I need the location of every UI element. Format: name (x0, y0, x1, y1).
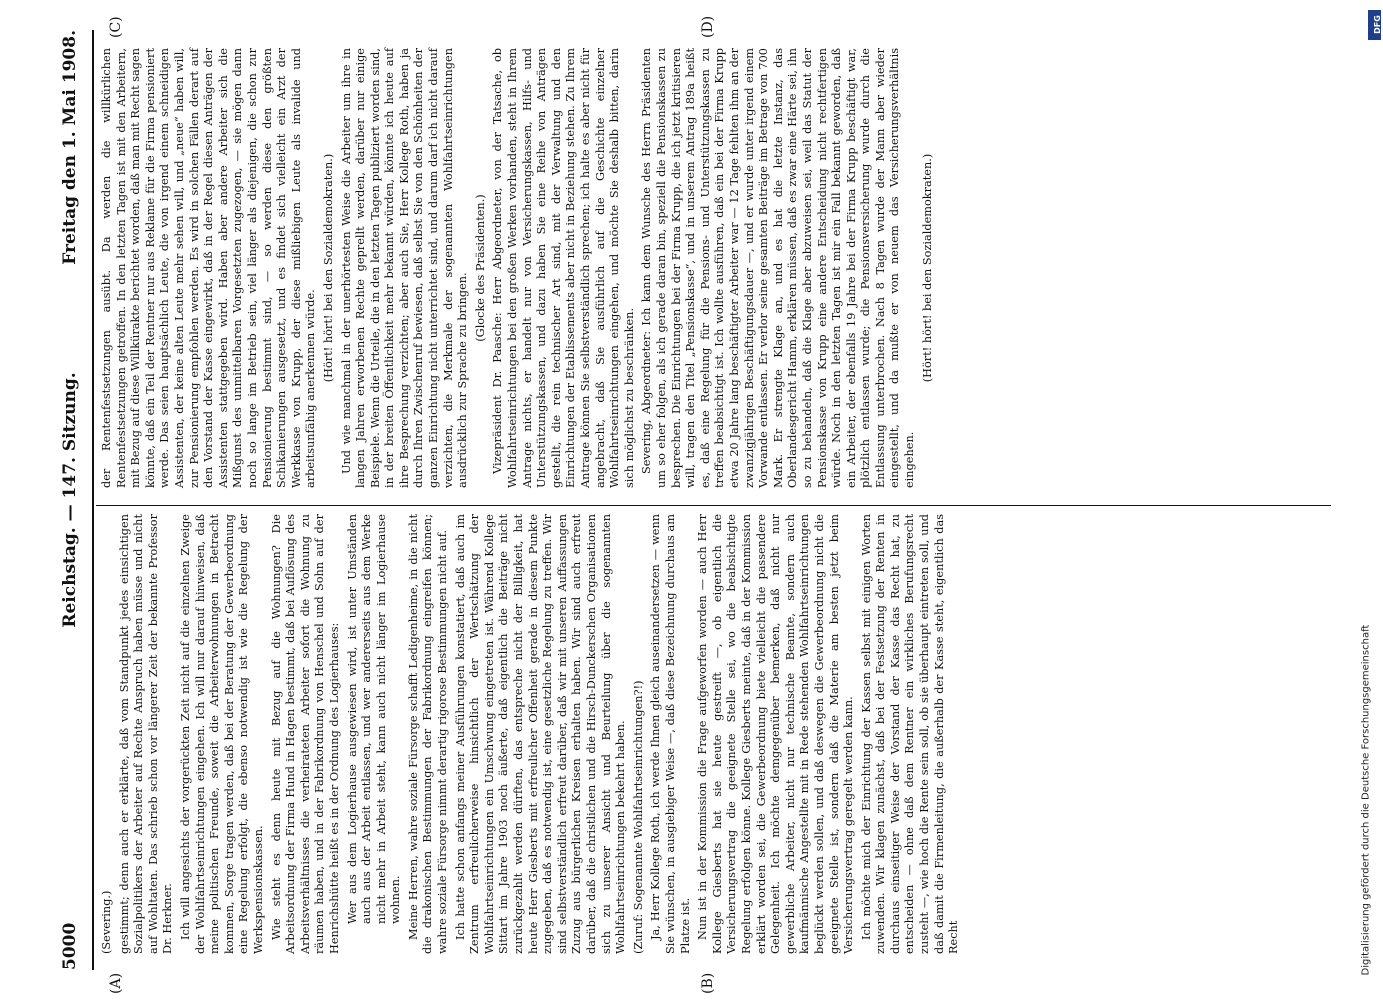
dfg-logo-text: DFG (1372, 15, 1382, 34)
paragraph: der Rentenfestsetzungen ausübt. Da werden die willkürlichen Rentenfestsetzungen getroffen. In den letzten Tagen ist mit den Arbeitern, mit Bezug auf diese Willkürakte berichtet worden, daß man mit Recht sagen könnte, daß ein Teil der Rentner nur aus Reklame für die Firma pensioniert werde. Das seien hauptsächlich Leute, die von irgend einem schneidigen Assistenten, der keine alten Leute mehr sehen will, und „neue“ haben will, zur Pensionierung empfohlen werden. Es wird in solchen Fällen derart auf den Vorstand der Kasse eingewirkt, daß in der Regel diesen Anträgen der Assistenten stattgegeben wird. Haben aber andere Arbeiter sich die Mißgunst des unmittelbaren Vorgesetzten zugezogen, — sie mögen dann noch so lange im Betrieb sein, viel länger als diejenigen, die schon zur Pensionierung bestimmt sind, — so werden diese den größten Schikanierungen ausgesetzt, und es findet sich vielleicht ein Arzt der Werkkasse von Krupp, der diese mißliebigen Leute als invalide und arbeitsunfähig anerkennen würde. (100, 48, 318, 488)
session-title: Reichstag. — 147. Sitzung. (60, 372, 80, 628)
paragraph: Vizepräsident Dr. Paasche: Herr Abgeordneter, von der Tatsache, ob Wohlfahrtseinrichtungen bei den großen Werken vorhanden, steht in Ihrem Antrage nichts, er handelt nur von Versicherungskassen, Hilfs- und Unterstützungskassen, und dazu haben Sie eine Reihe von Anträgen gestellt, die rein technischer Art sind, mit der Verwaltung und den Einrichtungen der Etablissements aber nicht in Beziehung stehen. Zu Ihrem Antrage können Sie selbstverständlich sprechen; ich halte es aber nicht für angebracht, daß Sie ausführlich auf die Geschichte einzelner Wohlfahrtseinrichtungen eingehen, und möchte Sie deshalb bitten, darin sich möglichst zu beschränken. (491, 48, 636, 488)
margin-mark-a: (A) (108, 972, 124, 994)
paragraph: (Hört! hört! bei den Sozialdemokraten.) (920, 153, 934, 383)
paragraph: Wie steht es denn heute mit Bezug auf die Wohnungen? Die Arbeitsordnung der Firma Hund in Hagen bestimmt, daß bei Auflösung des Arbeitsverhältnisses die verheirateten Arbeiter sofort die Wohnung zu räumen haben, und in der Fabrikordnung von Henschel und Sohn auf der Henrichshütte heißt es in der Ordnung des Logierhauses: (269, 514, 341, 954)
paragraph: gestimmt; denn auch er erklärte, daß vom Standpunkt jedes einsichtigen Sozialpolitikers der Arbeiter auf Rechte Anspruch haben müsse und nicht auf Wohltaten. Das schrieb schon vor längerer Zeit der bekannte Professor Dr. Herkner. (117, 514, 175, 954)
column-separator (96, 505, 1331, 506)
page-header (60, 30, 88, 970)
dfg-logo (1368, 10, 1381, 40)
paragraph: Meine Herren, wahre soziale Fürsorge schafft Ledigenheime, in die nicht die drakonischen Bestimmungen der Fabrikordnung eingreifen können; wahre soziale Fürsorge nimmt derartig rigorose Bestimmungen nicht auf. (406, 514, 450, 954)
margin-mark-d: (D) (700, 15, 716, 38)
session-date: Freitag den 1. Mai 1908. (60, 30, 80, 265)
paragraph: (Zuruf: Sogenannte Wohlfahrtseinrichtungen?!) (631, 680, 645, 954)
digitization-strip (1360, 0, 1383, 1000)
paragraph: Ja, Herr Kollege Roth, ich werde Ihnen gleich auseinandersetzen — wenn Sie wünschen, in ausgiebiger Weise —, daß diese Bezeichnung durchaus am Platze ist. (649, 514, 692, 954)
paragraph: Ich will angesichts der vorgerückten Zeit nicht auf die einzelnen Zweige der Wohlfahrtseinrichtungen eingehen. Ich will nur darauf hinweisen, daß meine politischen Freunde, soweit die Arbeiterwohnungen in Betracht kommen, Sorge tragen werden, daß bei der Beratung der Gewerbeordnung eine Regelung erfolgt, die ebenso notwendig ist wie die Regelung der Werkspensionskassen. (178, 514, 265, 954)
paragraph: Severing, Abgeordneter: Ich kann dem Wunsche des Herrn Präsidenten um so eher folgen, als ich gerade daran bin, speziell die Pensionskassen zu besprechen. Die Einrichtungen bei der Firma Krupp, die ich jetzt kritisieren will, tragen den Titel „Pensionskasse“, und in unserem Antrag 189a heißt es, daß eine Regelung für die Pensions- und Unterstützungskassen zu treffen beabsichtigt ist. Ich wollte ausführen, daß ein bei der Firma Krupp etwa 20 Jahre lang beschäftigter Arbeiter war — 12 Tage fehlten ihm an der zwanzigjährigen Beschäftigungsdauer —, und er wurde unter irgend einem Vorwande entlassen. Er verlor seine gesamten Beiträge im Betrage von 700 Mark. Er strengte Klage an, und es hat die letzte Instanz, das Oberlandesgericht Hamm, erklären müssen, daß es zwar eine Härte sei, ihn so zu behandeln, daß die Klage aber abzuweisen sei, weil das Statut der Pensionskasse von Krupp eine andere Entscheidung nicht rechtfertigen würde. Noch in den letzten Tagen ist mir ein Fall bekannt geworden, daß ein Arbeiter, der ebenfalls 19 Jahre bei der Firma Krupp beschäftigt war, plötzlich entlassen wurde; die Pensionsversicherung wurde durch die Entlassung unterbrochen. Nach 8 Tagen wurde der Mann aber wieder eingestellt, und da mußte er von neuem das Versicherungsverhältnis eingehen. (640, 48, 917, 488)
page-number: 5000 (60, 922, 80, 970)
paragraph: (Hört! hört! bei den Sozialdemokraten.) (321, 153, 335, 383)
paragraph: Wer aus dem Logierhause ausgewiesen wird, ist unter Umständen auch aus der Arbeit entlassen, und wer andererseits aus dem Werke nicht mehr in Arbeit steht, kann auch nicht länger im Logierhause wohnen. (345, 514, 403, 924)
header-rule (92, 30, 94, 970)
margin-mark-c: (C) (108, 16, 124, 38)
margin-mark-b: (B) (700, 972, 716, 994)
left-text-column (100, 514, 965, 954)
paragraph: Ich hatte schon anfangs meiner Ausführungen konstatiert, daß auch im Zentrum erfreulicherweise hinsichtlich der Wertschätzung der Wohlfahrtseinrichtungen ein Umschwung eingetreten ist. Während Kollege Sittart im Jahre 1903 noch äußerte, daß eigentlich die Beiträge nicht zurückgezahlt werden dürften, das entspreche nicht der Billigkeit, hat heute Herr Giesberts mit erfreulicher Offenheit gerade in diesem Punkte zugegeben, daß es notwendig ist, eine gesetzliche Regelung zu treffen. Wir sind selbstverständlich erfreut darüber, daß wir mit unseren Auffassungen Zuzug aus bürgerlichen Kreisen erhalten haben. Wir sind auch erfreut darüber, daß die christlichen und die Hirsch-Dunckerschen Organisationen sich zu unserer Ansicht und Beurteilung über die sogenannten Wohlfahrtseinrichtungen bekehrt haben. (453, 514, 628, 954)
funding-note: Digitalisierung gefördert durch die Deutsche Forschungsgemeinschaft (1360, 624, 1372, 976)
paragraph: Und wie manchmal in der unerhörtesten Weise die Arbeiter um ihre in langen Jahren erworbenen Rechte geprellt werden, darüber nur einige Beispiele. Wenn die Urteile, die in den letzten Tagen publiziert worden sind, in der breiten Öffentlichkeit mehr bekannt würden, könnte ich heute auf ihre Besprechung verzichten; aber auch Sie, Herr Kollege Roth, haben ja durch Ihren Zwischenruf bewiesen, daß selbst Sie von den Schönheiten der ganzen Einrichtung nicht unterrichtet sind, und darum darf ich nicht darauf verzichten, die Merkmale der sogenannten Wohlfahrtseinrichtungen ausdrücklich zur Sprache zu bringen. (339, 48, 470, 488)
paragraph: (Glocke des Präsidenten.) (473, 194, 487, 342)
paragraph: Nun ist in der Kommission die Frage aufgeworfen worden — auch Herr Kollege Giesberts hat sie heute gestreift —, ob eigentlich die Versicherungsvertrag die geeignete Stelle sei, wo die beabsichtigte Regelung erfolgen könne. Kollege Giesberts meinte, daß in der Kommission erklärt worden sei, die Gewerbeordnung biete vielleicht die passendere Gelegenheit. Ich möchte demgegenüber bemerken, daß nicht nur gewerbliche Arbeiter, nicht nur technische Beamte, sondern auch kaufmännische Angestellte mit in Rede stehenden Wohlfahrtseinrichtungen beglückt werden sollen, und daß deswegen die Gewerbeordnung nicht die geeignete Stelle ist, sondern daß die Materie am besten jetzt beim Versicherungsvertrag geregelt werden kann. (696, 514, 856, 954)
right-text-column (100, 48, 938, 488)
paragraph: Ich möchte mich der Einrichtung der Kassen selbst mit einigen Worten zuwenden. Wir klagen zunächst, daß bei der Festsetzung der Renten in durchaus einseitiger Weise der Vorstand der Kasse das Recht hat, zu entscheiden — ohne daß dem Rentner ein wirkliches Berufungsrecht zusteht —, wie hoch die Rente sein soll, ob sie überhaupt eintreten soll, und daß damit die Firmenleitung, die außerhalb der Kasse steht, eigentlich das Recht (859, 514, 961, 954)
paragraph: (Severing.) (100, 890, 113, 954)
